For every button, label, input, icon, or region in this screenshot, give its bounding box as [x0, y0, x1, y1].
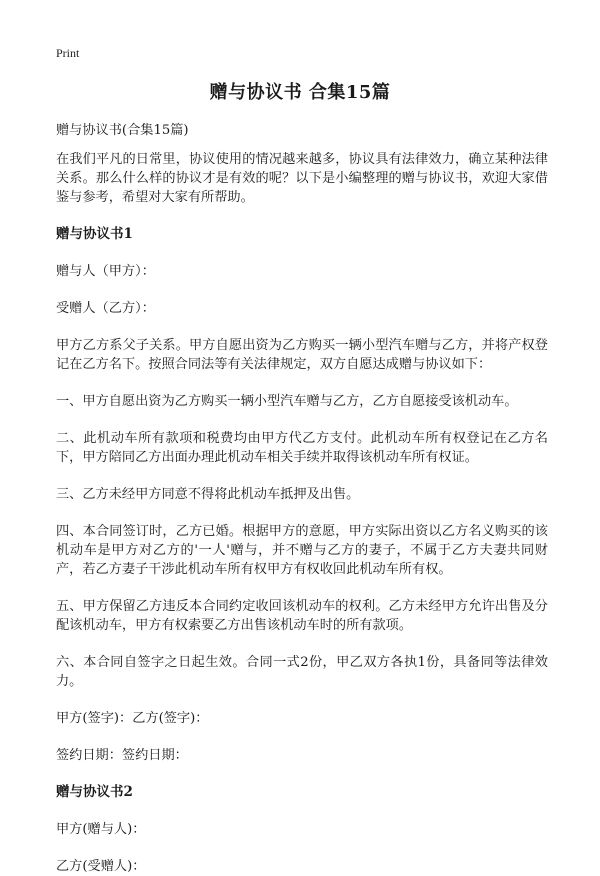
paragraph: 三、乙方未经甲方同意不得将此机动车抵押及出售。 [56, 487, 360, 502]
paragraph: 六、本合同自签字之日起生效。合同一式2份，甲乙双方各执1份，具备同等法律效力。 [56, 655, 548, 689]
paragraph: 五、甲方保留乙方违反本合同约定收回该机动车的权利。乙方未经甲方允许出售及分配该机动车，甲方有权索要乙方出售该机动车时的所有款项。 [56, 599, 548, 633]
paragraph: 一、甲方自愿出资为乙方购买一辆小型汽车赠与乙方，乙方自愿接受该机动车。 [56, 394, 518, 409]
paragraph: 甲方(签字)：乙方(签字)： [56, 711, 209, 726]
paragraph: 甲方(赠与人)： [56, 822, 146, 837]
paragraph: 二、此机动车所有款项和税费均由甲方代乙方支付。此机动车所有权登记在乙方名下，甲方陪同乙方出面办理此机动车相关手续并取得该机动车所有权证。 [56, 431, 548, 465]
document-title: 赠与协议书 合集15篇 [209, 82, 391, 103]
paragraph: 受赠人（乙方）： [56, 301, 155, 316]
document-body [56, 121, 548, 876]
document-subtitle: 赠与协议书(合集15篇) [56, 123, 189, 138]
section-heading: 赠与协议书2 [56, 784, 133, 800]
paragraph: 甲方乙方系父子关系。甲方自愿出资为乙方购买一辆小型汽车赠与乙方，并将产权登记在乙方名下。按照合同法等有关法律规定，双方自愿达成赠与协议如下： [56, 338, 548, 372]
print-link[interactable]: Print [56, 46, 80, 60]
paragraph: 乙方(受赠人)： [56, 859, 146, 874]
paragraph: 四、本合同签订时，乙方已婚。根据甲方的意愿，甲方实际出资以乙方名义购买的该机动车是甲方对乙方的'一人'赠与，并不赠与乙方的妻子，不属于乙方夫妻共同财产，若乙方妻子干涉此机动车所有权甲方有权收回此机动车所有权。 [56, 524, 548, 577]
section-heading: 赠与协议书1 [56, 226, 133, 242]
paragraph: 签约日期：签约日期： [56, 748, 188, 763]
paragraph: 赠与人（甲方）： [56, 264, 155, 279]
intro-paragraph: 在我们平凡的日常里，协议使用的情况越来越多，协议具有法律效力，确立某种法律关系。那么什么样的协议才是有效的呢？以下是小编整理的赠与协议书，欢迎大家借鉴与参考，希望对大家有所帮助。 [56, 152, 548, 205]
